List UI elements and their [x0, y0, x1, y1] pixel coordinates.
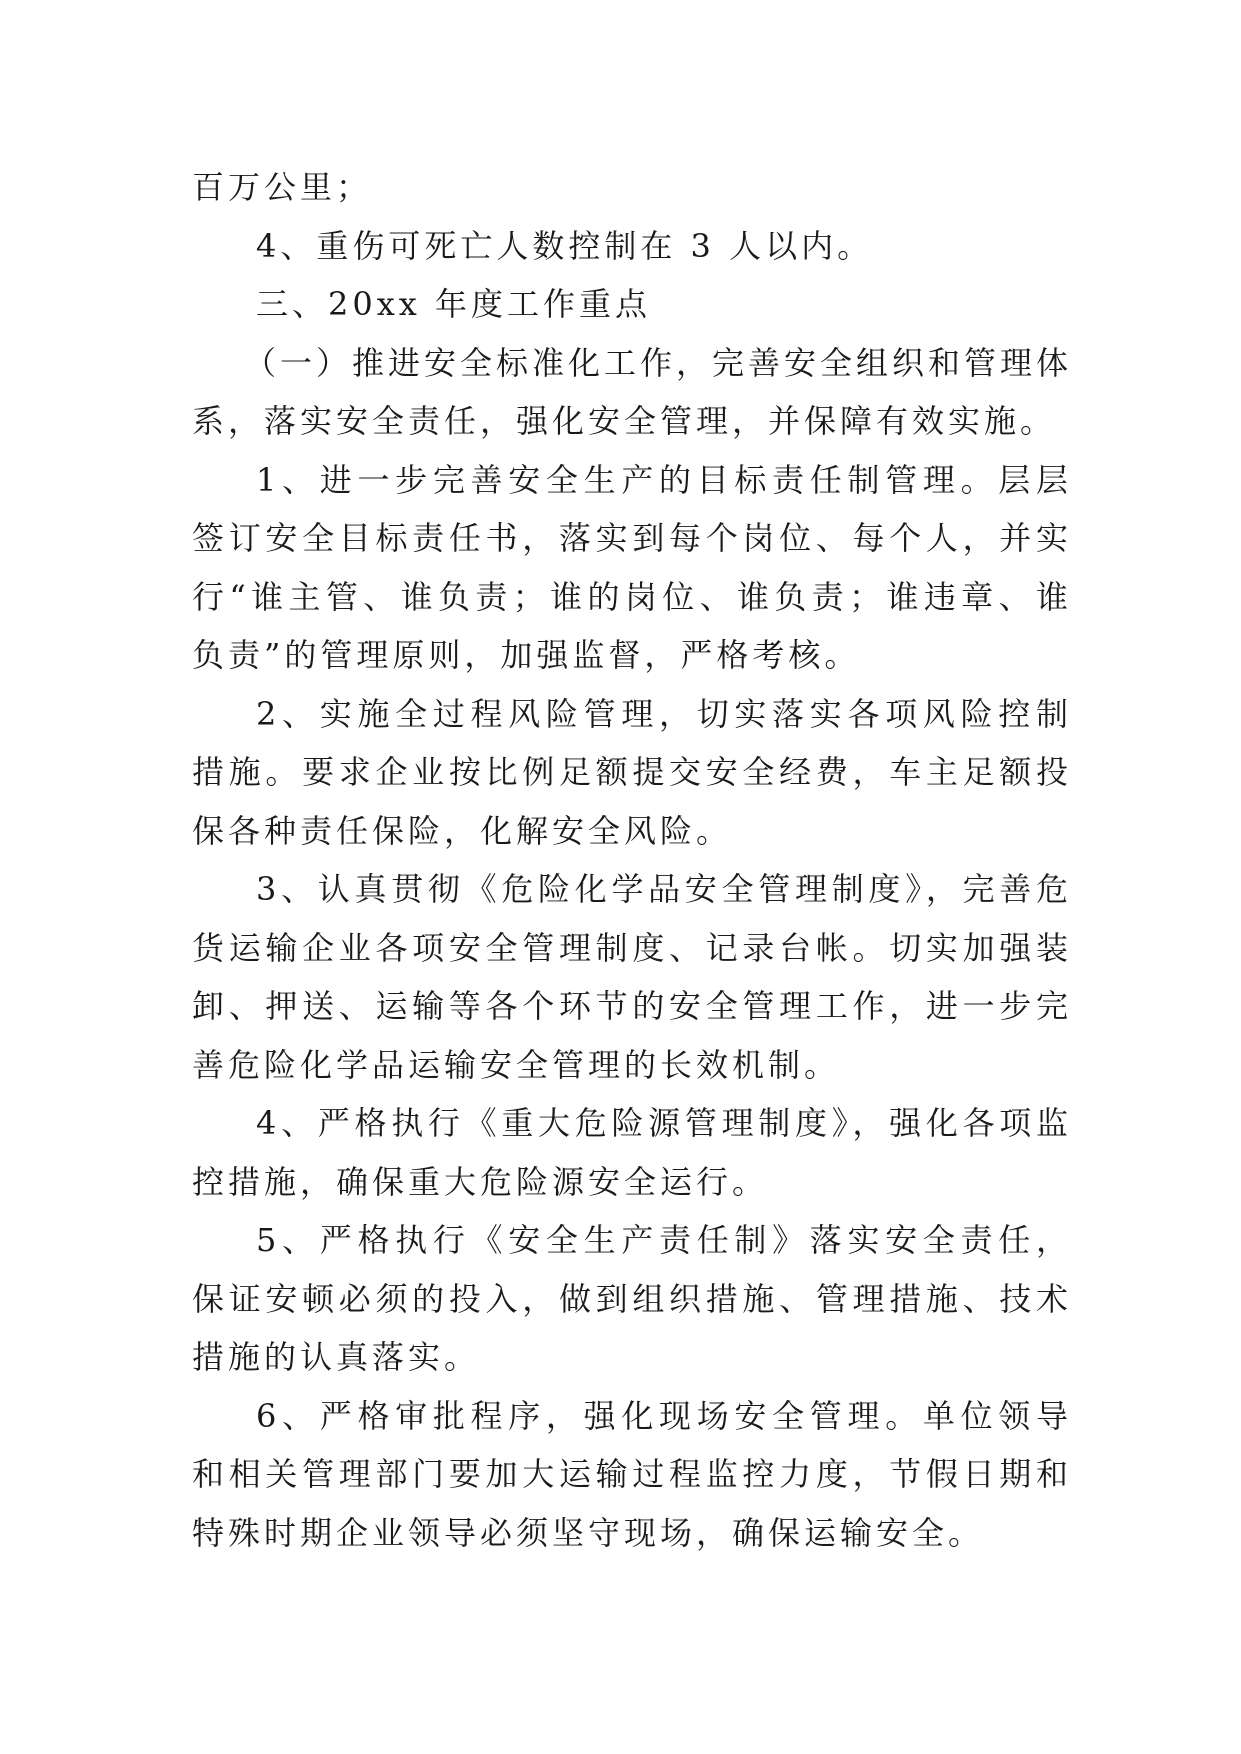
- paragraph-item-2: 2、实施全过程风险管理，切实落实各项风险控制措施。要求企业按比例足额提交安全经费，车主足额投保各种责任保险，化解安全风险。: [192, 694, 1072, 850]
- paragraph-item-4: 4、严格执行《重大危险源管理制度》，强化各项监控措施，确保重大危险源安全运行。: [192, 1104, 1072, 1201]
- paragraph-item-3: 3、认真贯彻《危险化学品安全管理制度》，完善危货运输企业各项安全管理制度、记录台帐。切实加强装卸、押送、运输等各个环节的安全管理工作，进一步完善危险化学品运输安全管理的长效机制。: [192, 870, 1072, 1084]
- paragraph-target-4: 4、重伤可死亡人数控制在 3 人以内。: [256, 226, 874, 265]
- document-body: [192, 158, 1072, 1562]
- paragraph-item-6: 6、严格审批程序，强化现场安全管理。单位领导和相关管理部门要加大运输过程监控力度，节假日期和特殊时期企业领导必须坚守现场，确保运输安全。: [192, 1396, 1072, 1552]
- paragraph-item-1: 1、进一步完善安全生产的目标责任制管理。层层签订安全目标责任书，落实到每个岗位、每个人，并实行“谁主管、谁负责；谁的岗位、谁负责；谁违章、谁负责”的管理原则，加强监督，严格考核。: [192, 460, 1072, 674]
- subsection-heading-1: （一）推进安全标准化工作，完善安全组织和管理体系，落实安全责任，强化安全管理，并保障有效实施。: [192, 343, 1073, 440]
- section-heading-3: 三、20xx 年度工作重点: [256, 285, 651, 323]
- paragraph-item-5: 5、严格执行《安全生产责任制》落实安全责任，保证安顿必须的投入，做到组织措施、管理措施、技术措施的认真落实。: [192, 1221, 1072, 1376]
- paragraph-continuation: 百万公里；: [192, 168, 373, 206]
